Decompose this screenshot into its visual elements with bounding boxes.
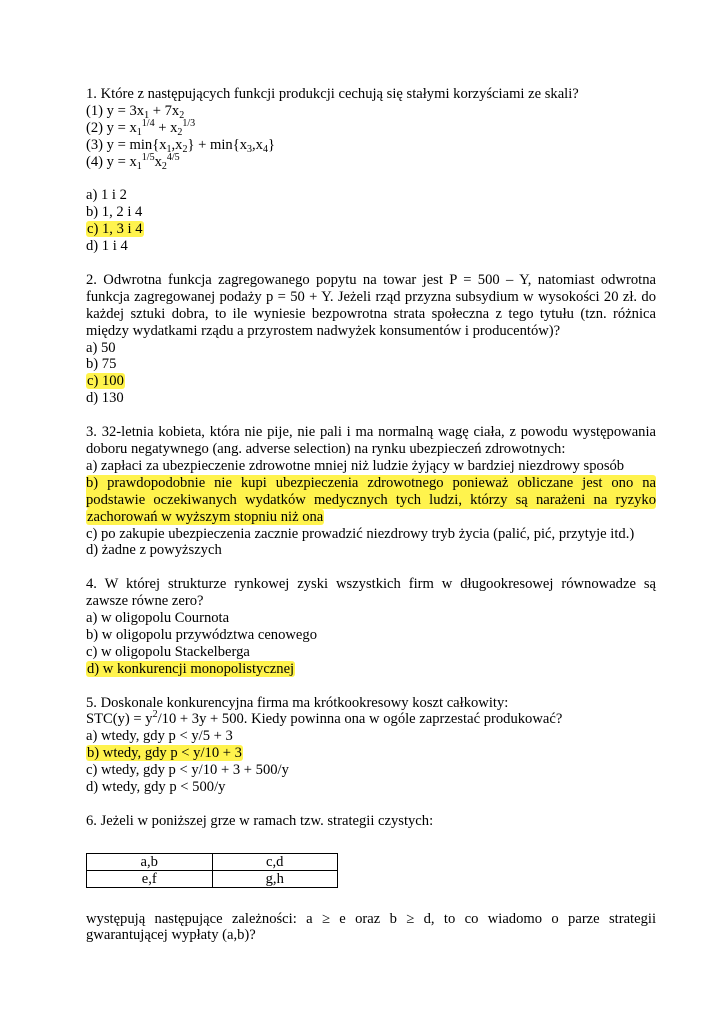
q5-answer-c: c) wtedy, gdy p < y/10 + 3 + 500/y bbox=[86, 762, 289, 779]
q1-function-2: (2) $y = x_1^{1/4} + x_2^{1/3}$ bbox=[86, 117, 196, 138]
q1-function-4: (4) $y = x_1^{1/5}x_2^{4/5}$ bbox=[86, 151, 180, 172]
payoff-table bbox=[86, 853, 338, 888]
q3-answer-a: a) zapłaci za ubezpieczenie zdrowotne mniej niż ludzie żyjący w bardziej niezdrowy sposób bbox=[86, 457, 625, 474]
q1-question: 1. Które z następujących funkcji produkcji cechują się stałymi korzyściami ze skali? bbox=[86, 86, 579, 102]
q5-answer-b bbox=[86, 745, 656, 762]
q3-question-line-1: 3. 32-letnia kobieta, która nie pije, nie pali i ma normalną wagę ciała, z powodu występowania bbox=[86, 424, 656, 441]
q1-function-1: (1) $y = 3x_1 + 7x_2$ bbox=[86, 102, 185, 121]
q2-question-line-4: między wydatkami rządu a przyrostem nadwyżek konsumentów i producentów)? bbox=[86, 322, 561, 339]
highlighted-answer: b) wtedy, gdy p < y/10 + 3 bbox=[87, 745, 242, 762]
highlighted-answer: c) 1, 3 i 4 bbox=[87, 221, 143, 238]
highlighted-answer: d) w konkurencji monopolistycznej bbox=[87, 660, 295, 677]
q3-question-line-2: doboru negatywnego (ang. adverse selection) na rynku ubezpieczeń zdrowotnych: bbox=[86, 440, 566, 457]
q1-answer-b: b) 1, 2 i 4 bbox=[86, 204, 143, 221]
table-cell: g,h bbox=[212, 870, 338, 887]
q1-answer-a: a) 1 i 2 bbox=[86, 187, 127, 204]
q6-question-line-1: 6. Jeżeli w poniższej grze w ramach tzw. strategii czystych: bbox=[86, 812, 434, 829]
q3-answer-b-line-3: zachorowań w wyższym stopniu niż ona bbox=[87, 508, 324, 525]
table-cell: c,d bbox=[212, 853, 338, 870]
q4-question-line-1: 4. W której strukturze rynkowej zyski wszystkich firm w długookresowej równowadze są bbox=[86, 576, 656, 593]
q2-answer-b: b) 75 bbox=[86, 356, 117, 373]
q5-question-line-1: 5. Doskonale konkurencyjna firma ma krótkookresowy koszt całkowity: bbox=[86, 694, 509, 711]
q3-answer-b-line-2: podstawie oczekiwanych wydatków medycznych tych ludzi, którzy są narażeni na ryzyko bbox=[86, 491, 656, 508]
q3-answer-c: c) po zakupie ubezpieczenia zacznie prowadzić niezdrowy tryb życia (palić, pić, przytyje itd.) bbox=[86, 525, 635, 542]
table-row bbox=[87, 870, 338, 887]
q3-answer-b-highlight bbox=[86, 475, 656, 509]
q4-answer-c: c) w oligopolu Stackelberga bbox=[86, 643, 250, 660]
document-page bbox=[86, 86, 656, 944]
q2-answer-d: d) 130 bbox=[86, 390, 124, 407]
q4-answer-d bbox=[86, 661, 656, 678]
q5-question-line-2: $STC(y) = y^2/10 + 3y + 500$. Kiedy powinna ona w ogóle zaprzestać produkować? bbox=[86, 709, 563, 728]
highlighted-answer: c) 100 bbox=[87, 373, 124, 390]
table-cell: a,b bbox=[87, 853, 213, 870]
q2-question-line-2: funkcja zagregowanej podaży p = 50 + Y. Jeżeli rząd przyzna subsydium w wysokości 20 zł. do bbox=[86, 288, 656, 305]
table-row bbox=[87, 853, 338, 870]
q2-question-line-1: 2. Odwrotna funkcja zagregowanego popytu na towar jest P = 500 – Y, natomiast odwrotna bbox=[86, 271, 656, 288]
q1-answer-d: d) 1 i 4 bbox=[86, 238, 128, 255]
q4-answer-b: b) w oligopolu przywództwa cenowego bbox=[86, 626, 318, 643]
q2-answer-c bbox=[86, 373, 656, 390]
q6-question-line-3: gwarantującej wypłaty (a,b)? bbox=[86, 927, 256, 944]
q4-question-line-2: zawsze równe zero? bbox=[86, 593, 204, 610]
q4-answer-a: a) w oligopolu Cournota bbox=[86, 610, 230, 627]
q2-question-line-3: każdej sztuki dobra, to ile wyniesie bezpowrotna strata społeczna z tego tytułu (tzn. różnica bbox=[86, 305, 656, 322]
q3-answer-d: d) żadne z powyższych bbox=[86, 542, 222, 559]
q1-answer-c bbox=[86, 221, 656, 238]
q1-function-3: (3) $y = \min\{x_1,x_2\} + \min\{x_3,x_4\}$ bbox=[86, 136, 275, 155]
q2-answer-a: a) 50 bbox=[86, 339, 116, 356]
table-cell: e,f bbox=[87, 870, 213, 887]
q6-question-line-2: występują następujące zależności: a ≥ e oraz b ≥ d, to co wiadomo o parze strategii bbox=[86, 910, 656, 927]
q5-answer-d: d) wtedy, gdy p < 500/y bbox=[86, 779, 226, 796]
q5-answer-a: a) wtedy, gdy p < y/5 + 3 bbox=[86, 728, 233, 745]
q3-answer-b-line-1: b) prawdopodobnie nie kupi ubezpieczenia zdrowotnego ponieważ obliczane jest ono na bbox=[86, 474, 656, 491]
